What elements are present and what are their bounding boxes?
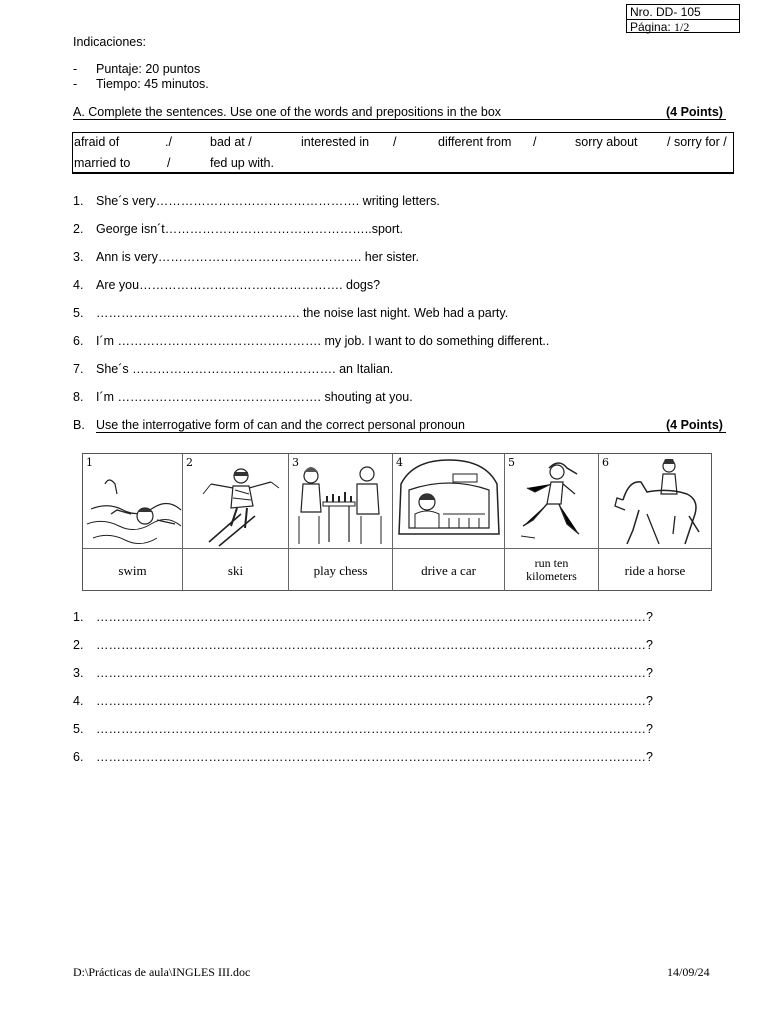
answer-number: 4. — [73, 694, 84, 708]
word-separator: ./ — [165, 135, 172, 149]
label-ride-a-horse: ride a horse — [599, 548, 711, 591]
section-b-points: (4 Points) — [666, 418, 723, 432]
sentence-text: She´s …………………………………………. an Italian. — [96, 362, 394, 376]
sentence-number: 2. — [73, 222, 84, 236]
label-swim: swim — [83, 548, 183, 591]
answer-number: 3. — [73, 666, 84, 680]
sentence-number: 1. — [73, 194, 84, 208]
sentence-number: 7. — [73, 362, 84, 376]
answer-line[interactable]: ……………………………………………………………………………………………………………………? — [96, 694, 653, 708]
label-ski: ski — [183, 548, 289, 591]
section-a-underline — [73, 119, 726, 120]
label-line: run ten — [534, 556, 569, 570]
answer-number: 5. — [73, 722, 84, 736]
answer-number: 1. — [73, 610, 84, 624]
picture-number: 3 — [292, 456, 299, 469]
word-item: fed up with. — [210, 156, 274, 170]
word-item: / sorry for / — [667, 135, 727, 149]
sentence-text: Are you…………………………………………. dogs? — [96, 278, 381, 292]
answer-line[interactable]: ……………………………………………………………………………………………………………………? — [96, 750, 653, 764]
label-play-chess: play chess — [289, 548, 393, 591]
sentence-number: 5. — [73, 306, 84, 320]
word-item: afraid of — [74, 135, 120, 149]
sentence-number: 3. — [73, 250, 84, 264]
instructions-title: Indicaciones: — [73, 35, 146, 49]
section-a-points: (4 Points) — [666, 105, 723, 119]
picture-swim — [83, 454, 183, 548]
answer-line[interactable]: ……………………………………………………………………………………………………………………? — [96, 666, 653, 680]
word-item: married to — [74, 156, 131, 170]
picture-ride-a-horse — [599, 454, 711, 548]
picture-number: 1 — [86, 456, 93, 469]
instruction-score: Puntaje: 20 puntos — [96, 62, 201, 76]
label-line: kilometers — [526, 569, 577, 583]
section-a-title: A. Complete the sentences. Use one of the words and prepositions in the box — [73, 105, 502, 119]
picture-number: 2 — [186, 456, 193, 469]
section-b-title: Use the interrogative form of can and the correct personal pronoun — [96, 418, 465, 432]
sentence-text: I´m …………………………………………. shouting at you. — [96, 390, 413, 404]
word-item: interested in — [301, 135, 370, 149]
word-item: different from — [438, 135, 512, 149]
sentence-text: I´m …………………………………………. my job. I want to do something different.. — [96, 334, 550, 348]
answer-number: 6. — [73, 750, 84, 764]
label-run-ten-kilometers — [505, 548, 599, 591]
sentence-text: …………………………………………. the noise last night. Web had a party. — [96, 306, 509, 320]
instruction-time: Tiempo: 45 minutos. — [96, 77, 209, 91]
sentence-number: 8. — [73, 390, 84, 404]
activity-picture-table — [82, 453, 712, 591]
section-b-underline — [96, 432, 726, 433]
word-item: sorry about — [575, 135, 638, 149]
sentence-text: George isn´t…………………………………………..sport. — [96, 222, 403, 236]
instruction-bullet: - — [73, 77, 78, 91]
picture-drive-a-car — [393, 454, 505, 548]
picture-play-chess — [289, 454, 393, 548]
answer-line[interactable]: ……………………………………………………………………………………………………………………? — [96, 722, 653, 736]
answer-line[interactable]: ……………………………………………………………………………………………………………………? — [96, 610, 653, 624]
instruction-bullet: - — [73, 62, 78, 76]
footer-file-path: D:\Prácticas de aula\INGLES III.doc — [73, 965, 251, 979]
document-number: Nro. DD- 105 — [630, 5, 701, 19]
picture-number: 4 — [396, 456, 403, 469]
sentence-text: Ann is very…………………………………………. her sister. — [96, 250, 419, 264]
picture-ski — [183, 454, 289, 548]
word-separator: / — [167, 156, 171, 170]
answer-number: 2. — [73, 638, 84, 652]
footer-date: 14/09/24 — [667, 965, 710, 979]
word-box — [72, 132, 734, 174]
word-separator: / — [533, 135, 537, 149]
sentence-number: 4. — [73, 278, 84, 292]
picture-number: 6 — [602, 456, 609, 469]
document-reference-box — [626, 4, 740, 33]
section-b-letter: B. — [73, 418, 85, 432]
word-separator: / — [393, 135, 397, 149]
sentence-text: She´s very…………………………………………. writing letters. — [96, 194, 440, 208]
sentence-number: 6. — [73, 334, 84, 348]
label-drive-a-car: drive a car — [393, 548, 505, 591]
answer-line[interactable]: ……………………………………………………………………………………………………………………? — [96, 638, 653, 652]
picture-run-ten-kilometers — [505, 454, 599, 548]
word-item: bad at / — [210, 135, 252, 149]
page-number: 1/2 — [674, 20, 690, 34]
page-indicator — [627, 19, 739, 34]
picture-number: 5 — [508, 456, 515, 469]
page-label: Página: — [630, 20, 671, 34]
